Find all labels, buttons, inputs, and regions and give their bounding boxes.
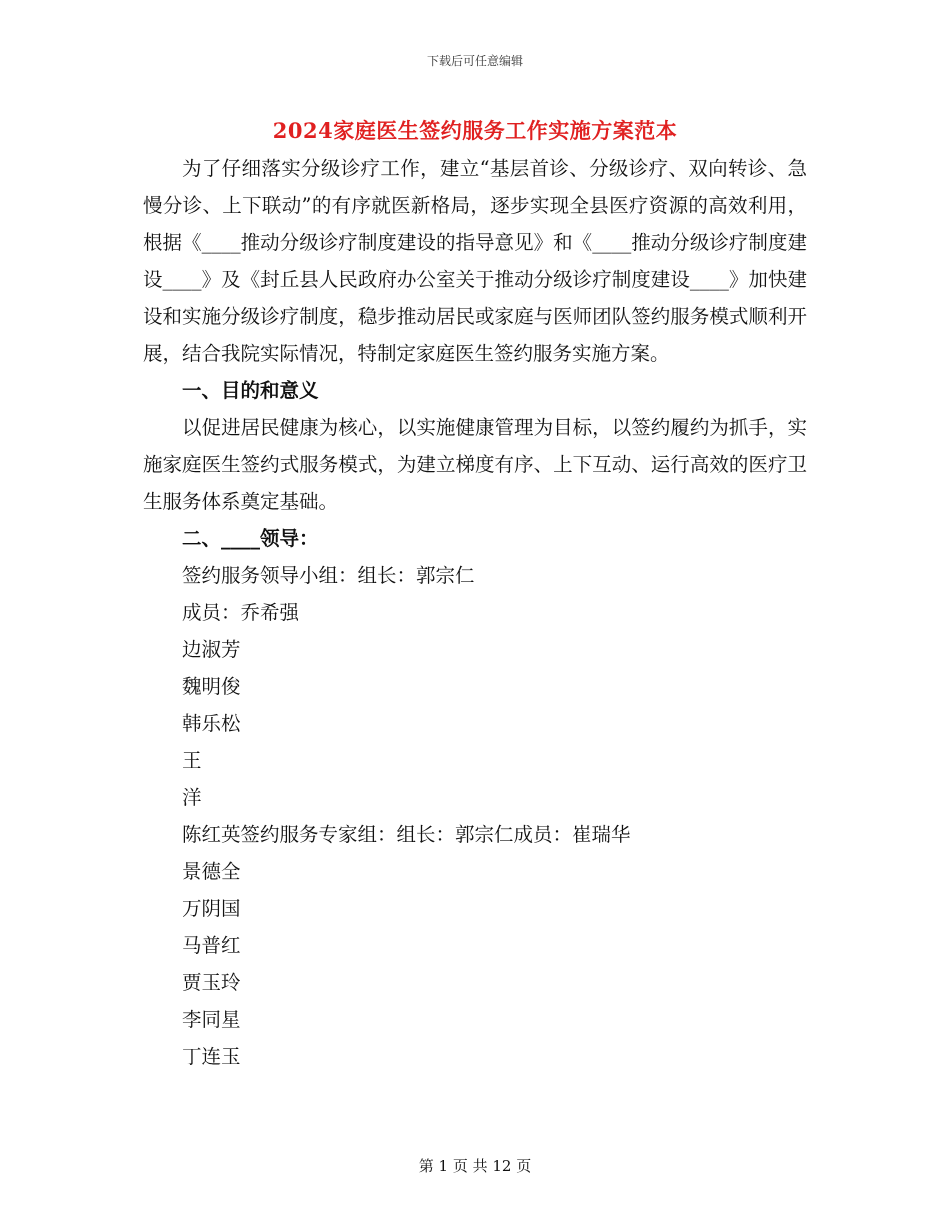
member-line: 景德全 bbox=[182, 860, 241, 883]
member-line: 韩乐松 bbox=[182, 712, 241, 735]
member-line: 王 bbox=[182, 749, 202, 772]
document-title: 2024家庭医生签约服务工作实施方案范本 bbox=[272, 118, 678, 143]
member-line: 洋 bbox=[182, 786, 202, 809]
member-line: 万阴国 bbox=[182, 897, 241, 920]
member-line: 成员：乔希强 bbox=[182, 601, 300, 624]
page-footer: 第 1 页 共 12 页 bbox=[418, 1157, 532, 1175]
member-line: 丁连玉 bbox=[182, 1045, 241, 1068]
member-line: 签约服务领导小组：组长：郭宗仁 bbox=[182, 564, 475, 587]
member-line: 马普红 bbox=[182, 934, 241, 957]
document-body bbox=[143, 150, 807, 1075]
intro-paragraph: 为了仔细落实分级诊疗工作，建立“基层首诊、分级诊疗、双向转诊、急慢分诊、上下联动”的有序就医新格局，逐步实现全县医疗资源的高效利用，根据《____推动分级诊疗制度建设的指导意见》和《____推动分级诊疗制度建设____》及《封丘县人民政府办公室关于推动分级诊疗制度建设____》加快建设和实施分级诊疗制度，稳步推动居民或家庭与医师团队签约服务模式顺利开展，结合我院实际情况，特制定家庭医生签约服务实施方案。 bbox=[143, 157, 807, 365]
section-2-heading: 二、____领导： bbox=[182, 527, 319, 550]
member-line: 魏明俊 bbox=[182, 675, 241, 698]
header-note: 下载后可任意编辑 bbox=[426, 54, 523, 68]
section-1-paragraph: 以促进居民健康为核心，以实施健康管理为目标，以签约履约为抓手，实施家庭医生签约式服务模式，为建立梯度有序、上下互动、运行高效的医疗卫生服务体系奠定基础。 bbox=[143, 416, 807, 513]
member-line: 李同星 bbox=[182, 1008, 241, 1031]
member-line: 贾玉玲 bbox=[182, 971, 241, 994]
section-1-heading: 一、目的和意义 bbox=[182, 379, 319, 402]
member-line: 边淑芳 bbox=[182, 638, 241, 661]
member-line: 陈红英签约服务专家组：组长：郭宗仁成员：崔瑞华 bbox=[182, 823, 631, 846]
